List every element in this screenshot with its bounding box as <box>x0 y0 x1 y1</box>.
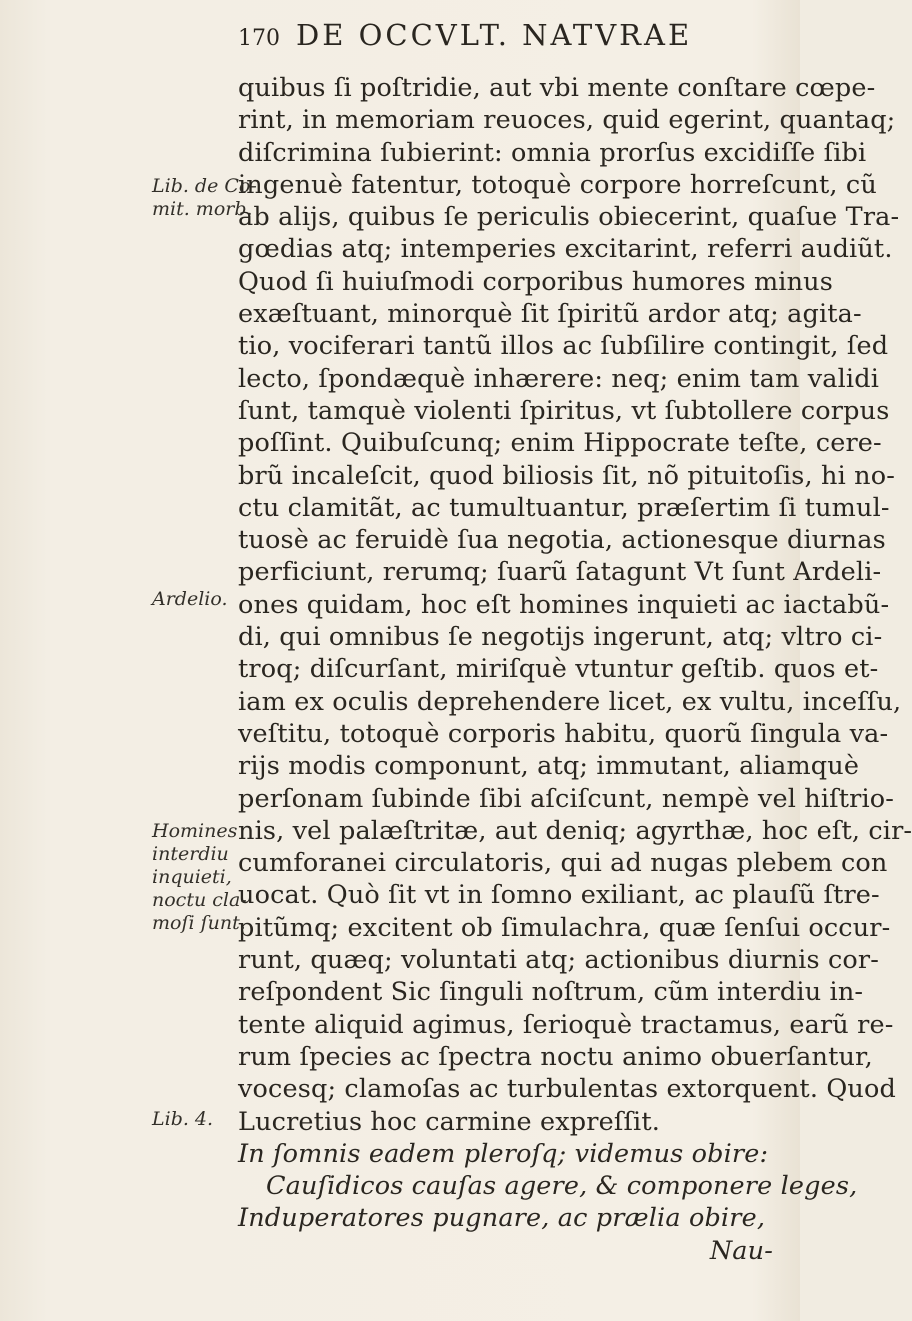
text-line: lecto, ſpondæquè inhærere: neq; enim tam validi <box>238 363 880 394</box>
text-line: pitũmq; excitent ob ſimulachra, quæ ſenſui occur- <box>238 912 891 943</box>
text-line: ab alijs, quibus ſe periculis obiecerint, quaſue Tra- <box>238 202 900 233</box>
text-line: ctu clamitãt, ac tumultuantur, præſertim ſi tumul- <box>238 492 890 523</box>
text-line: ones quidam, hoc eſt homines inquieti ac iactabũ- <box>238 589 890 620</box>
text-line: di, qui omnibus ſe negotijs ingerunt, atq; vltro ci- <box>238 622 883 653</box>
margin-note-lib-4 <box>152 1108 213 1131</box>
text-line: exæſtuant, minorquè ſit ſpiritũ ardor atq; agita- <box>238 299 862 330</box>
running-head: DE OCCVLT. NATVRAE <box>296 18 693 52</box>
text-line: tio, vociferari tantũ illos ac ſubſilire contingit, ſed <box>238 331 889 362</box>
margin-note-line: Lib. 4. <box>152 1108 214 1130</box>
text-line: reſpondent Sic ſinguli noſtrum, cũm interdiu in- <box>238 977 864 1008</box>
page-header <box>238 18 758 52</box>
text-line: iam ex oculis deprehendere licet, ex vultu, inceſſu, <box>238 686 902 717</box>
margin-note-line: Homines <box>152 820 238 842</box>
verse-line: In ſomnis eadem pleroſq; videmus obire: <box>238 1138 769 1169</box>
text-line: perſonam ſubinde ſibi aſciſcunt, nempè vel hiſtrio- <box>238 783 895 814</box>
verse-line: Cauſidicos cauſas agere, & componere leges, <box>266 1171 858 1202</box>
text-line: uocat. Quò ſit vt in ſomno exiliant, ac plauſũ ſtre- <box>238 880 880 911</box>
text-line: runt, quæq; voluntati atq; actionibus diurnis cor- <box>238 945 879 976</box>
text-line: tente aliquid agimus, ſerioquè tractamus, earũ re- <box>238 1009 894 1040</box>
text-line: quibus ſi poſtridie, aut vbi mente conſtare cœpe- <box>238 73 876 103</box>
text-line: veſtitu, totoquè corporis habitu, quorũ ſingula va- <box>238 718 889 749</box>
text-line: Lucretius hoc carmine expreſſit. <box>238 1106 660 1137</box>
margin-note-line: noctu cla- <box>152 889 247 911</box>
text-line: ſunt, tamquè violenti ſpiritus, vt ſubtollere corpus <box>238 395 890 426</box>
catchword: Nau- <box>709 1235 773 1266</box>
text-line: ingenuè fatentur, totoquè corpore horreſcunt, cũ <box>238 169 877 200</box>
text-line: diſcrimina ſubierint: omnia prorſus excidiſſe ſibi <box>238 137 867 168</box>
text-line: nis, vel palæſtritæ, aut deniq; agyrthæ, hoc eſt, cir- <box>238 815 912 846</box>
margin-note-line: inquieti, <box>152 866 232 888</box>
text-line: rijs modis componunt, atq; immutant, aliamquè <box>238 751 860 782</box>
margin-note-line: interdiu <box>152 843 229 865</box>
margin-note-line: mit. morb. <box>152 198 253 220</box>
margin-note-homines <box>152 820 247 935</box>
text-line: brũ incaleſcit, quod biliosis ſit, nõ pituitoſis, hi no- <box>238 460 895 491</box>
text-line: rum ſpecies ac ſpectra noctu animo obuerſantur, <box>238 1041 873 1072</box>
margin-note-lib-de-comit-morb <box>152 175 257 221</box>
margin-note-line: moſi ſunt. <box>152 912 246 934</box>
text-line: perficiunt, rerumq; ſuarũ ſatagunt Vt ſunt Ardeli- <box>238 557 882 588</box>
text-line: gœdias atq; intemperies excitarint, referri audiũt. <box>238 234 893 265</box>
main-text-block <box>238 72 912 1267</box>
text-line: tuosè ac feruidè ſua negotia, actionesque diurnas <box>238 525 886 556</box>
margin-note-line: Lib. de Co- <box>152 175 257 197</box>
margin-note-ardelio <box>152 588 228 611</box>
text-line: poſſint. Quibuſcunq; enim Hippocrate teſte, cere- <box>238 428 882 459</box>
text-line: Quod ſi huiuſmodi corporibus humores minus <box>238 266 833 297</box>
verse-line: Induperatores pugnare, ac prælia obire, <box>238 1203 766 1234</box>
text-line: cumforanei circulatoris, qui ad nugas plebem con <box>238 848 888 879</box>
text-line: troq; diſcurſant, miriſquè vtuntur geſtib. quos et- <box>238 654 879 685</box>
page-number: 170 <box>238 26 280 51</box>
text-line: rint, in memoriam reuoces, quid egerint, quantaq; <box>238 105 896 136</box>
text-line: vocesq; clamoſas ac turbulentas extorquent. Quod <box>238 1074 896 1105</box>
margin-note-line: Ardelio. <box>152 588 228 610</box>
